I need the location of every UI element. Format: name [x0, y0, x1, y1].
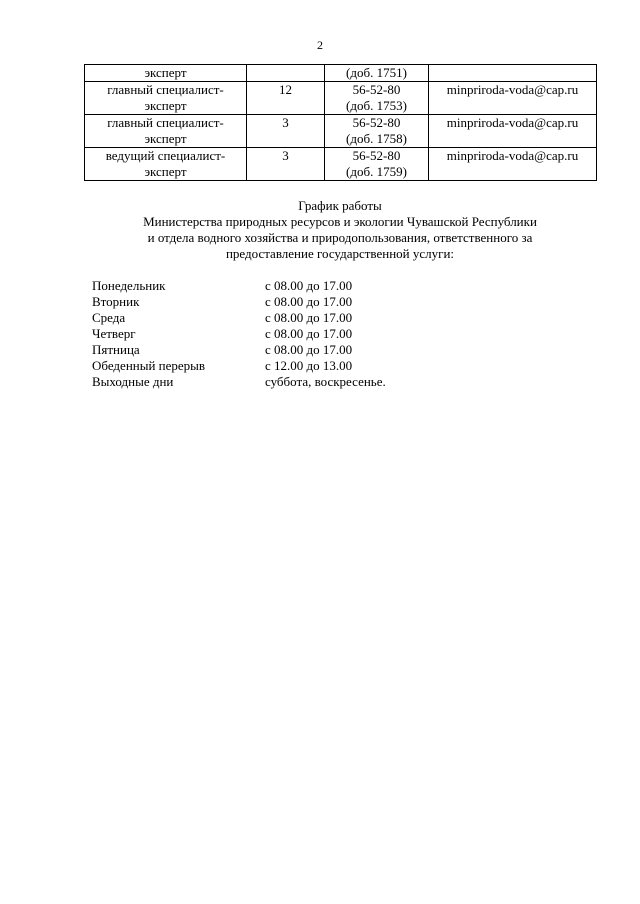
- position-text: ведущий специалист-: [105, 148, 226, 163]
- schedule-subtitle-line: Министерства природных ресурсов и экологии Чувашской Республики: [143, 214, 537, 229]
- position-cell: [85, 65, 247, 82]
- schedule-day: Пятница: [92, 342, 140, 357]
- phone-text: (доб. 1751): [346, 65, 407, 80]
- schedule-subtitle-line: предоставление государственной услуги:: [225, 246, 455, 261]
- schedule-row: [92, 374, 572, 390]
- position-cell: [85, 82, 247, 115]
- schedule-hours: с 08.00 до 17.00: [265, 326, 353, 341]
- phone-extension: (доб. 1753): [346, 98, 407, 113]
- email-cell: minpriroda-voda@cap.ru: [429, 115, 597, 148]
- phone-extension: (доб. 1759): [346, 164, 407, 179]
- position-text: эксперт: [144, 65, 187, 80]
- schedule-heading: [84, 198, 596, 262]
- schedule-day: Выходные дни: [92, 374, 174, 389]
- contacts-table: [84, 64, 597, 181]
- schedule-title: График работы: [298, 198, 382, 213]
- phone-cell: [325, 115, 429, 148]
- page-number: 2: [317, 38, 323, 52]
- phone-cell: [325, 65, 429, 82]
- phone-cell: [325, 148, 429, 181]
- email-cell: minpriroda-voda@cap.ru: [429, 82, 597, 115]
- schedule-day: Четверг: [92, 326, 136, 341]
- schedule-list: [92, 278, 572, 390]
- email-cell: [429, 65, 597, 82]
- room-cell: 3: [247, 148, 325, 181]
- phone-text: 56-52-80: [352, 148, 401, 163]
- schedule-row: [92, 326, 572, 342]
- position-cell: [85, 148, 247, 181]
- schedule-row: [92, 278, 572, 294]
- phone-text: 56-52-80: [352, 115, 401, 130]
- schedule-day: Среда: [92, 310, 126, 325]
- schedule-row: [92, 358, 572, 374]
- table-row: [85, 65, 597, 82]
- table-row: [85, 148, 597, 181]
- schedule-hours: с 08.00 до 17.00: [265, 294, 353, 309]
- position-text: эксперт: [144, 98, 187, 113]
- room-cell: 12: [247, 82, 325, 115]
- schedule-hours: с 08.00 до 17.00: [265, 278, 353, 293]
- table-row: [85, 82, 597, 115]
- phone-text: 56-52-80: [352, 82, 401, 97]
- schedule-row: [92, 342, 572, 358]
- room-cell: 3: [247, 115, 325, 148]
- position-text: эксперт: [144, 131, 187, 146]
- phone-cell: [325, 82, 429, 115]
- table-row: [85, 115, 597, 148]
- phone-extension: (доб. 1758): [346, 131, 407, 146]
- position-text: главный специалист-: [107, 82, 224, 97]
- position-text: эксперт: [144, 164, 187, 179]
- position-cell: [85, 115, 247, 148]
- schedule-hours: с 08.00 до 17.00: [265, 310, 353, 325]
- schedule-day: Понедельник: [92, 278, 166, 293]
- schedule-subtitle-line: и отдела водного хозяйства и природопользования, ответственного за: [147, 230, 533, 245]
- schedule-row: [92, 310, 572, 326]
- schedule-hours: суббота, воскресенье.: [265, 374, 386, 389]
- schedule-day: Вторник: [92, 294, 140, 309]
- schedule-hours: с 12.00 до 13.00: [265, 358, 353, 373]
- schedule-hours: с 08.00 до 17.00: [265, 342, 353, 357]
- room-cell: [247, 65, 325, 82]
- email-cell: minpriroda-voda@cap.ru: [429, 148, 597, 181]
- schedule-row: [92, 294, 572, 310]
- position-text: главный специалист-: [107, 115, 224, 130]
- schedule-day: Обеденный перерыв: [92, 358, 206, 373]
